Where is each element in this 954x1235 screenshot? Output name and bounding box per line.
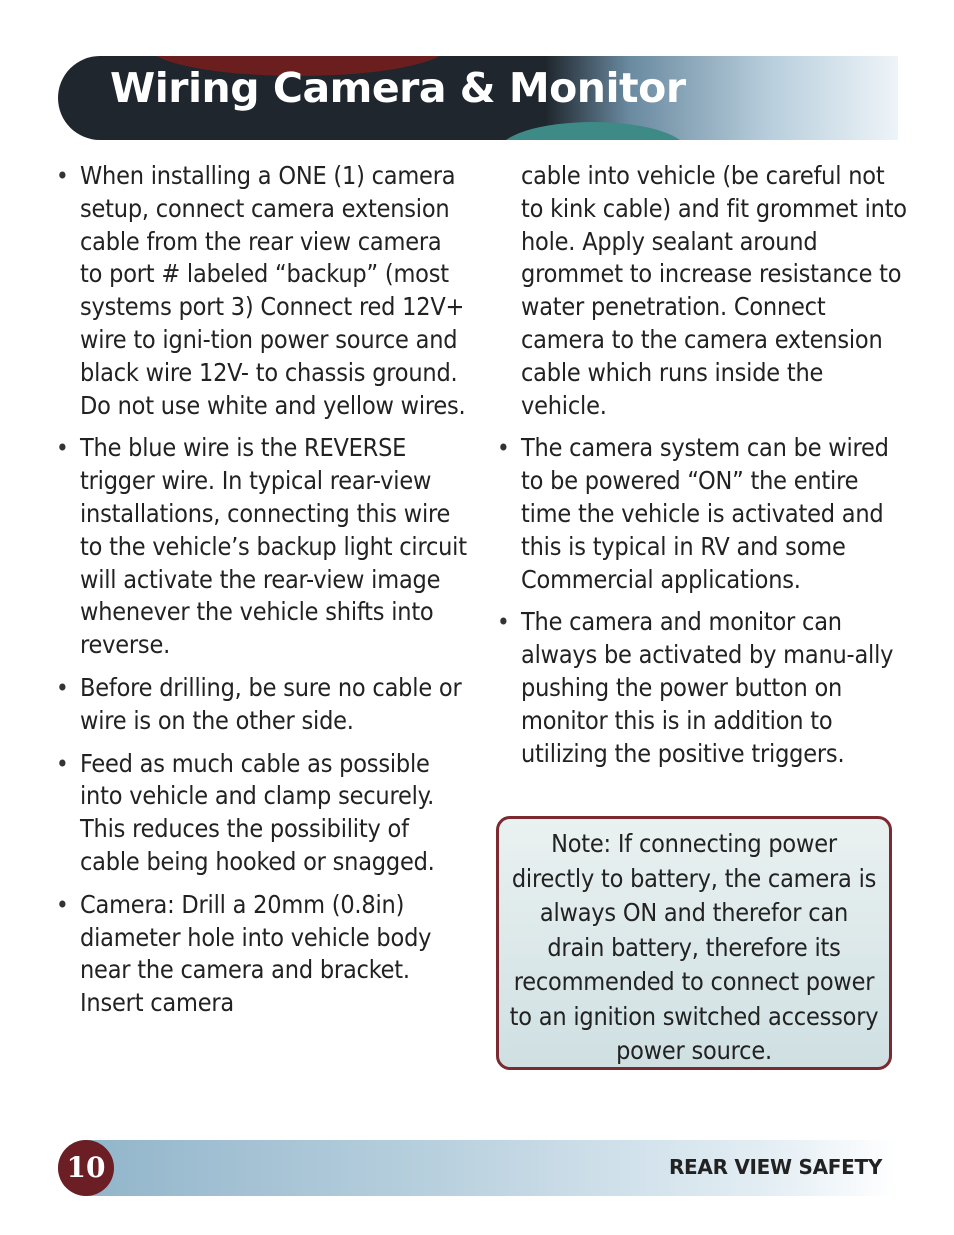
list-item bbox=[56, 748, 468, 879]
bullet: • bbox=[56, 162, 69, 190]
list-item bbox=[56, 432, 468, 662]
list-item bbox=[497, 432, 907, 596]
list-item-continuation bbox=[497, 160, 907, 422]
bullet: • bbox=[56, 890, 69, 919]
list-item bbox=[56, 160, 468, 422]
list-item bbox=[56, 672, 468, 738]
list-item bbox=[497, 606, 907, 770]
right-column bbox=[497, 160, 907, 780]
list-item-text: The camera and monitor can always be activated by manu-ally pushing the power button on monitor this is in addition to utilizing the positive triggers. bbox=[521, 607, 894, 768]
list-item bbox=[56, 889, 468, 1020]
note-text: Note: If connecting power directly to battery, the camera is always ON and therefor can drain battery, therefore its recommended to connect power to an ignition switched accessory power source. bbox=[509, 829, 879, 1065]
list-item-text: The camera system can be wired to be powered “ON” the entire time the vehicle is activated and this is typical in RV and some Commercial applications. bbox=[521, 433, 889, 594]
list-item-text: Camera: Drill a 20mm (0.8in) diameter hole into vehicle body near the camera and bracket. Insert camera bbox=[80, 889, 432, 1018]
footer-label: REAR VIEW SAFETY bbox=[668, 1155, 882, 1179]
list-item-text: cable into vehicle (be careful not to kink cable) and fit grommet into hole. Apply sealant around grommet to increase resistance to water penetration. Connect camera to the camera extension cable which runs inside the vehicle. bbox=[521, 161, 907, 420]
page-number: 10 bbox=[58, 1140, 114, 1196]
list-item-text: The blue wire is the REVERSE trigger wire. In typical rear-view installations, connecting this wire to the vehicle’s backup light circuit will activate the rear-view image whenever the vehicle shifts into reverse. bbox=[80, 433, 467, 660]
list-item-text: When installing a ONE (1) camera setup, connect camera extension cable from the rear view camera to port # labeled “backup” (most systems port 3) Connect red 12V+ wire to igni-tion power source and black wire 12V- to chassis ground. Do not use white and yellow wires. bbox=[80, 161, 466, 420]
bullet: • bbox=[56, 434, 69, 463]
bullet: • bbox=[497, 434, 510, 463]
list-item-text: Feed as much cable as possible into vehicle and clamp securely. This reduces the possibility of cable being hooked or snagged. bbox=[80, 748, 435, 876]
header-decoration-teal bbox=[498, 122, 688, 140]
bullet: • bbox=[56, 673, 69, 702]
page-header bbox=[58, 56, 898, 140]
bullet: • bbox=[56, 749, 69, 778]
list-item-text: Before drilling, be sure no cable or wire is on the other side. bbox=[80, 672, 462, 735]
page-title: Wiring Camera & Monitor bbox=[110, 64, 686, 112]
note-box bbox=[496, 816, 892, 1070]
bullet: • bbox=[497, 608, 510, 637]
left-column bbox=[56, 160, 468, 1030]
